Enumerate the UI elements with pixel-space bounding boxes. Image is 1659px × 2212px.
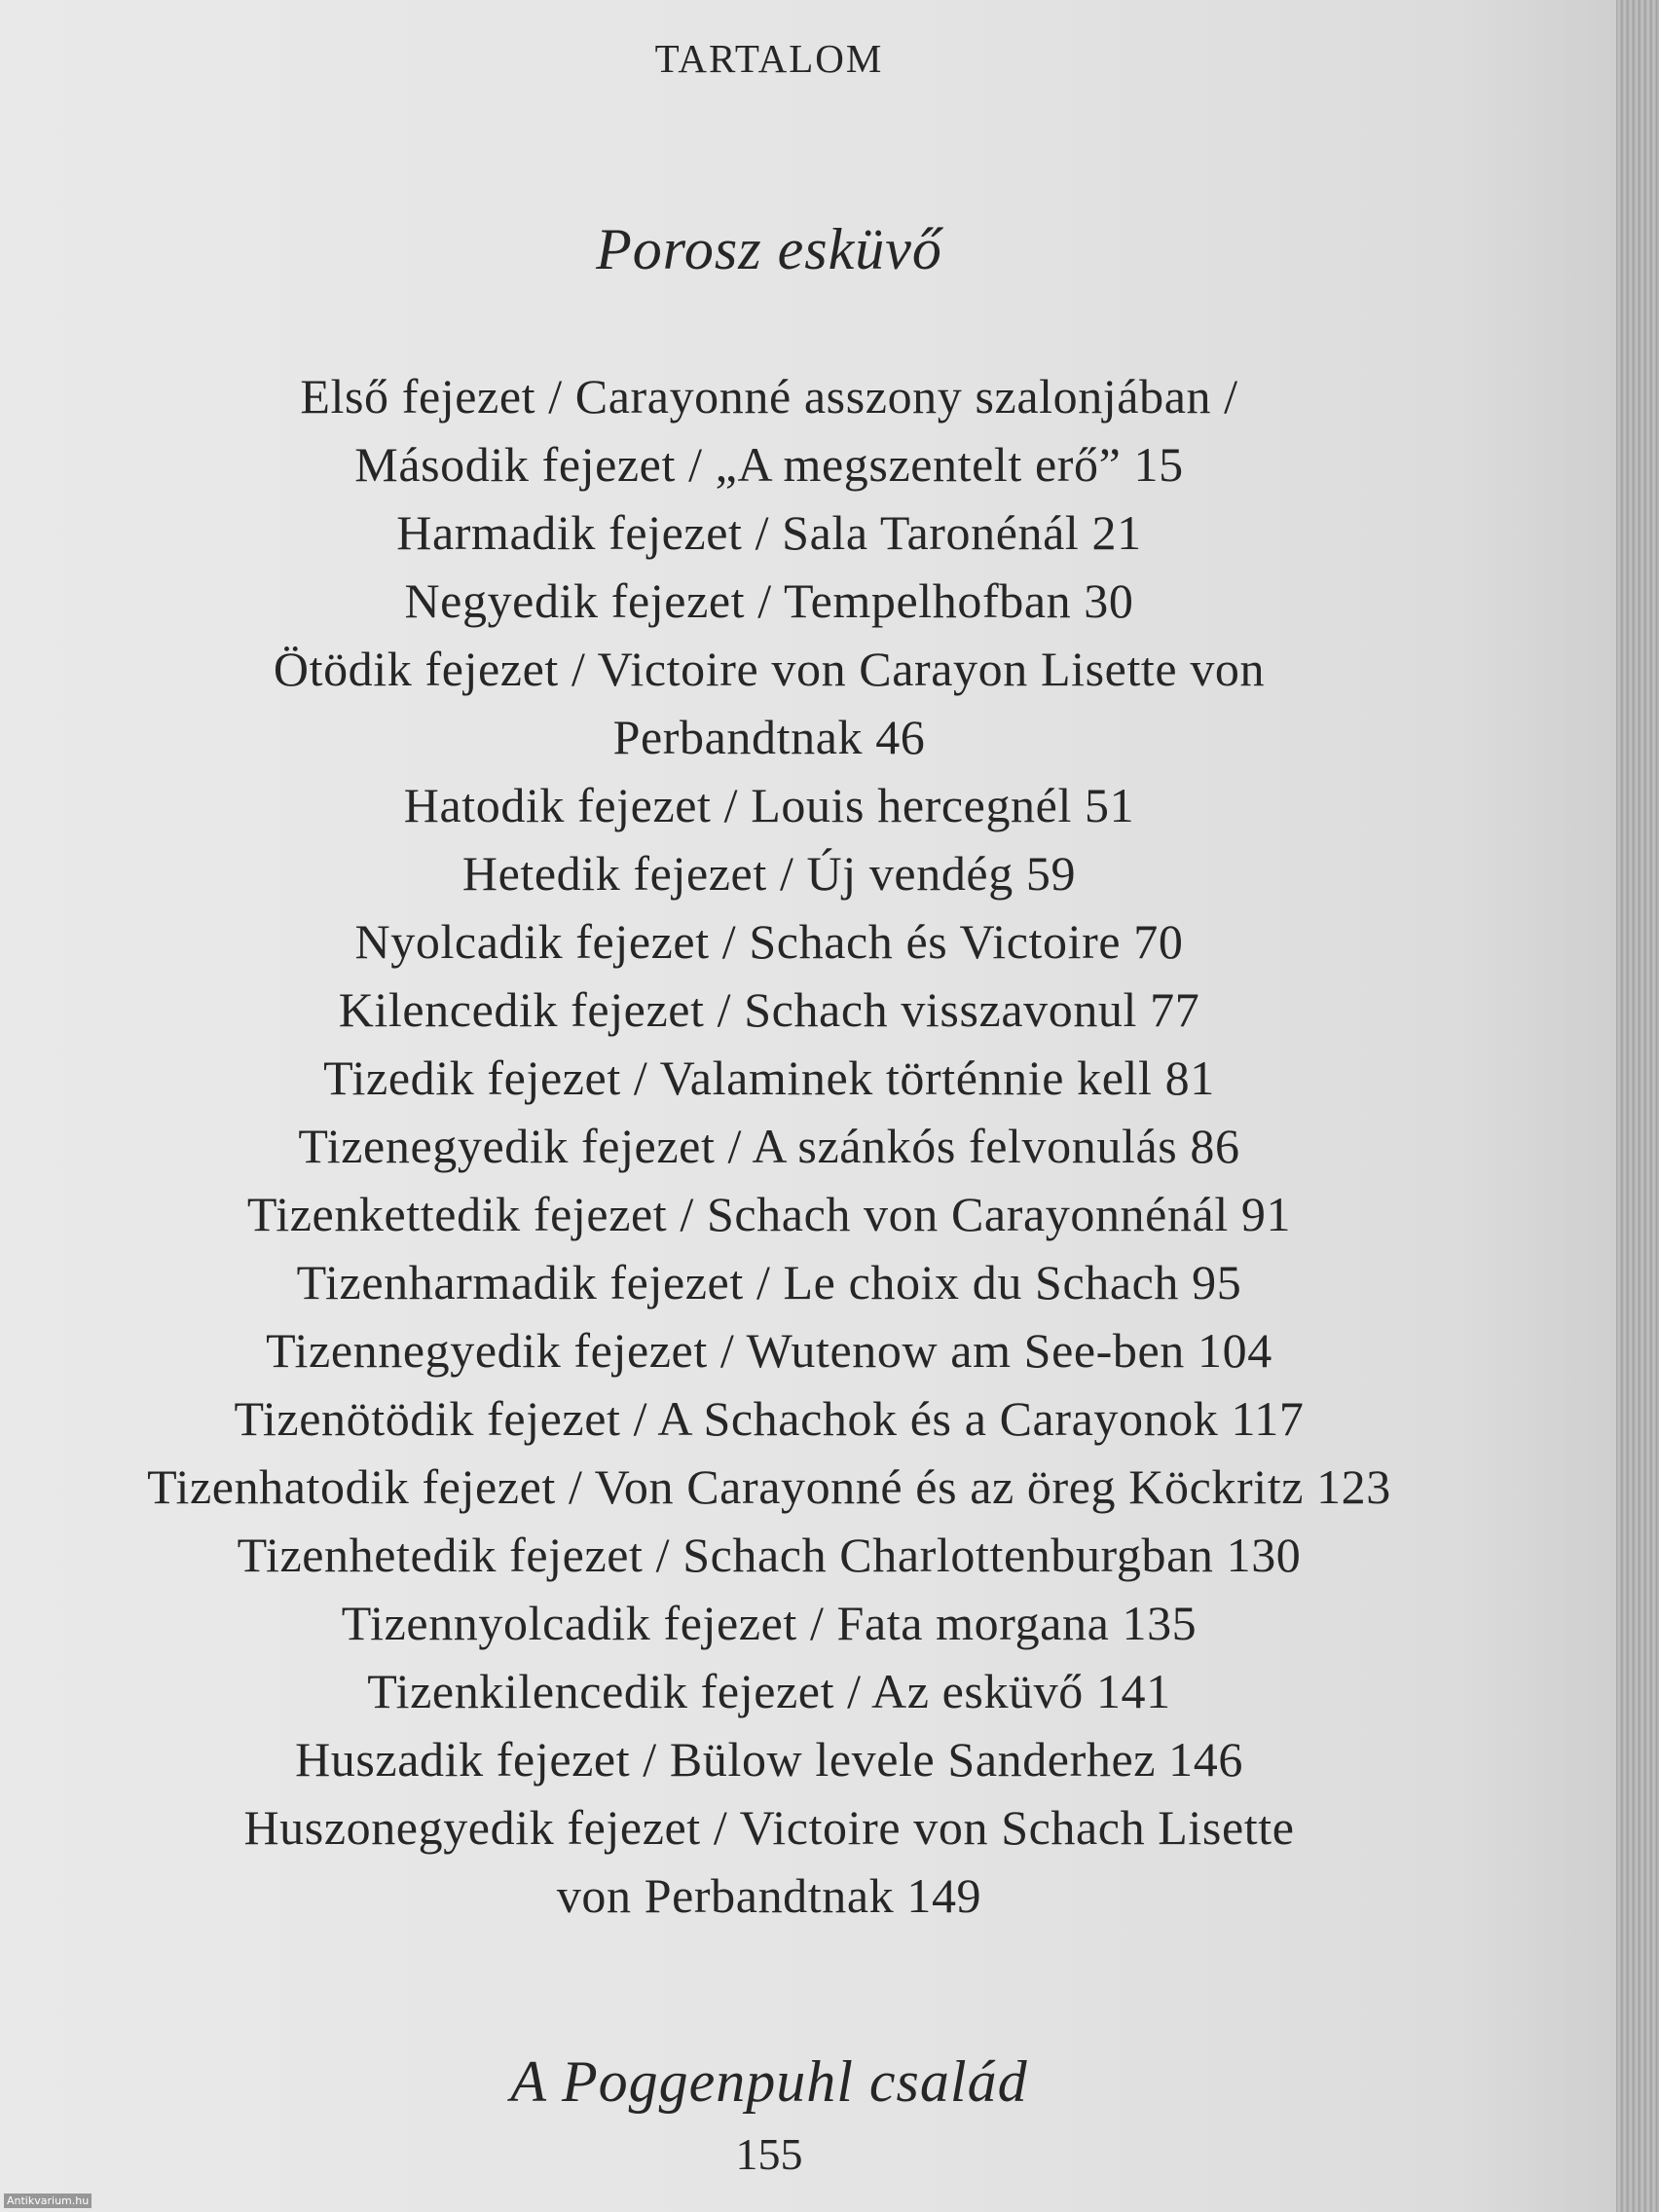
toc-line: Tizenhetedik fejezet / Schach Charlottenburgban 130 [237, 1528, 1302, 1582]
section-title-poggenpuhl-csalad: A Poggenpuhl család [510, 2049, 1028, 2114]
toc-line: Tizenharmadik fejezet / Le choix du Schach 95 [296, 1255, 1242, 1309]
watermark: Antikvarium.hu [4, 2194, 92, 2208]
toc-line: Második fejezet / „A megszentelt erő” 15 [354, 437, 1184, 492]
toc-line: von Perbandtnak 149 [556, 1868, 982, 1923]
toc-line: Hetedik fejezet / Új vendég 59 [461, 846, 1077, 901]
section-page-number: 155 [735, 2129, 803, 2179]
toc-line: Tizennegyedik fejezet / Wutenow am See-ben 104 [266, 1323, 1272, 1378]
toc-line: Harmadik fejezet / Sala Taronénál 21 [396, 505, 1142, 560]
table-of-contents [58, 362, 1480, 1930]
toc-line: Perbandtnak 46 [612, 710, 926, 764]
toc-line: Ötödik fejezet / Victoire von Carayon Lisette von [273, 642, 1266, 696]
toc-line: Tizenhatodik fejezet / Von Carayonné és az öreg Köckritz 123 [147, 1459, 1391, 1514]
page-stack-edge [1616, 0, 1659, 2212]
toc-line: Huszonegyedik fejezet / Victoire von Schach Lisette [243, 1800, 1295, 1855]
toc-line: Tizenötödik fejezet / A Schachok és a Carayonok 117 [234, 1391, 1305, 1446]
toc-line: Tizenkilencedik fejezet / Az esküvő 141 [367, 1664, 1171, 1718]
toc-line: Hatodik fejezet / Louis hercegnél 51 [403, 778, 1135, 832]
toc-line: Negyedik fejezet / Tempelhofban 30 [404, 573, 1134, 628]
toc-line: Huszadik fejezet / Bülow levele Sanderhez 146 [295, 1732, 1243, 1787]
toc-line: Tizenegyedik fejezet / A szánkós felvonulás 86 [298, 1119, 1240, 1173]
toc-line: Tizenkettedik fejezet / Schach von Carayonnénál 91 [246, 1187, 1292, 1241]
toc-line: Nyolcadik fejezet / Schach és Victoire 70 [354, 914, 1184, 969]
toc-line: Kilencedik fejezet / Schach visszavonul 77 [338, 982, 1200, 1037]
toc-line: Tizennyolcadik fejezet / Fata morgana 135 [341, 1596, 1198, 1650]
running-head: TARTALOM [654, 36, 884, 81]
toc-line: Első fejezet / Carayonné asszony szalonjában / [300, 369, 1238, 424]
section-title-porosz-eskuvo: Porosz esküvő [596, 217, 942, 281]
toc-line: Tizedik fejezet / Valaminek történnie kell 81 [323, 1051, 1215, 1105]
